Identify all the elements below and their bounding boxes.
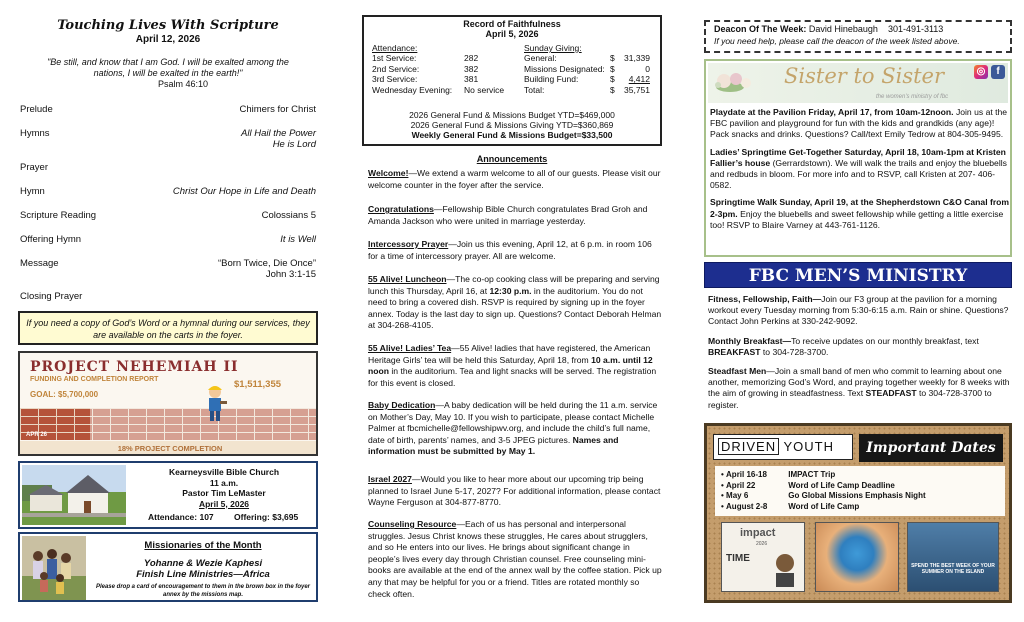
attendance-row: 2nd Service: 382 — [372, 63, 479, 74]
nehemiah-title: PROJECT NEHEMIAH II — [30, 359, 239, 375]
mens-ministry-items — [708, 294, 1012, 419]
s2s-logo: Sister to Sister — [784, 64, 945, 88]
project-nehemiah-panel — [18, 351, 318, 456]
date-item: • April 22 Word of Life Camp Deadline — [721, 480, 895, 490]
announcement-item: Intercessory Prayer—Join us this evening, April 12, at 6 p.m. in room 106 for a time of intercessory prayer. All are welcome. — [368, 239, 652, 261]
attendance-table — [372, 43, 512, 95]
bulletin-title: Touching Lives With Scripture — [57, 18, 279, 33]
s2s-event: Ladies’ Springtime Get-Together Saturday, April 18, 10am-1pm at Kristen Fallier’s house (Gerrardstown). We will walk the trails and enjoy the bluebells and redbuds in bloom. For more info and to RSVP, call Kristen at 207- 406-0582. — [710, 146, 1007, 191]
service-item-label: Hymn — [20, 186, 45, 197]
service-item-label: Closing Prayer — [20, 291, 83, 302]
sister-to-sister-panel — [704, 59, 1012, 257]
record-date: April 5, 2026 — [485, 29, 539, 39]
nehemiah-raised: $1,511,355 — [234, 379, 282, 390]
attendance-row: 3rd Service: 381 — [372, 74, 479, 85]
construction-worker-icon — [202, 383, 228, 423]
kearneysville-panel — [18, 461, 318, 529]
s2s-event: Playdate at the Pavilion Friday, April 17, from 10am-12noon. Join us at the FBC pavilion and playground for fun with the kids and grandkids (any age)! Pack snacks and drinks. Questions? Call/text Emily Tedrow at 804-305-9495. — [710, 107, 1008, 140]
record-title: Record of Faithfulness — [463, 19, 561, 29]
kbc-attendance: Attendance: 107 — [148, 512, 214, 522]
important-dates-list — [715, 466, 1005, 516]
word-of-life-camp-photo: SPEND THE BEST WEEK OF YOUR SUMMER ON THE ISLAND — [907, 522, 999, 592]
kbc-name: Kearneysville Bible Church — [168, 467, 280, 477]
nehemiah-completion: 18% PROJECT COMPLETION — [20, 441, 318, 456]
missionaries-note: Please drop a card of encouragement to them in the brown box in the foyer annex by the missions map. — [95, 584, 311, 598]
attendance-heading: Attendance: — [372, 43, 418, 53]
missionaries-title: Missionaries of the Month — [144, 540, 262, 551]
service-item-label: Prayer — [20, 162, 48, 173]
church-photo — [22, 465, 126, 525]
announcement-item: Congratulations—Fellowship Bible Church congratulates Brad Groh and Amanda Jackson who were united in marriage yesterday. — [368, 204, 648, 226]
s2s-event: Springtime Walk Sunday, April 19, at the Shepherdstown C&O Canal from 2-3pm. Enjoy the bluebells and sweet fellowship while getting a little exercise too! RSVP to Blaire Varney at 443-761-1126. — [710, 197, 1010, 230]
mens-ministry-banner: FBC MEN’S MINISTRY — [704, 262, 1012, 288]
ministries-column — [704, 0, 1012, 622]
nehemiah-date-tag: APR 26 — [26, 432, 48, 438]
giving-row: Building Fund: $ 4,412 — [524, 74, 650, 85]
budget-line: 2026 General Fund & Missions Budget YTD=$469,000 — [409, 110, 615, 120]
announcements-title: Announcements — [476, 154, 548, 164]
kbc-time: 11 a.m. — [209, 477, 239, 488]
announcement-item: 55 Alive! Luncheon—The co-op cooking class will be preparing and serving lunch this Thursday, April 16, at 12:30 p.m. in the auditorium. You do not need to bring a covered dish. RSVP is required by signing up in the foyer annex. Today is the last day to sign up. Questions? Contact Deborah Helman at 304-268-4105. — [368, 274, 662, 331]
service-item-label: Scripture Reading — [20, 210, 97, 221]
missionary-family-photo — [22, 536, 86, 600]
announcement-item: Israel 2027—Would you like to hear more about our upcoming trip being planned to Israel June 5-17, 2027? For additional information, please contact Wayne Ferguson at 304-877-8770. — [368, 474, 661, 508]
date-item: • May 6 Go Global Missions Emphasis Night — [721, 491, 926, 500]
announcement-item: 55 Alive! Ladies’ Tea—55 Alive! ladies that have registered, the American Heritage Girls’ tea will be held this Saturday, April 18, from 10 a.m. until 12 noon in the auditorium. Tea and light snacks will be served. The registration for this event is closed. — [368, 343, 657, 388]
date-item: • August 2-8 Word of Life Camp — [721, 501, 860, 511]
worship-column — [14, 0, 322, 622]
budget-summary — [364, 110, 660, 140]
missionaries-panel — [18, 532, 318, 602]
record-of-faithfulness — [362, 15, 662, 146]
kbc-offering: Offering: $3,695 — [234, 512, 299, 522]
flower-bouquet-icon — [710, 65, 766, 99]
kbc-pastor: Pastor Tim LeMaster — [182, 488, 266, 498]
service-item-value: “Born Twice, Die Once” John 3:1-15 — [217, 258, 316, 280]
speaker-photo-icon — [770, 551, 800, 587]
service-item-label: Prelude — [20, 104, 53, 115]
go-global-globe-photo — [815, 522, 899, 592]
missionaries-names: Yohanne & Wezie Kaphesi Finish Line Ministries—Africa — [136, 558, 270, 580]
service-item-label: Offering Hymn — [20, 234, 82, 245]
service-item-value: Chimers for Christ — [239, 104, 316, 115]
impact-poster: impact 2026 TIME — [721, 522, 805, 592]
kbc-info — [132, 467, 316, 509]
bulletin-date: April 12, 2026 — [135, 34, 201, 45]
service-item-value: All Hail the Power He is Lord — [241, 128, 316, 150]
service-item-value: Christ Our Hope in Life and Death — [172, 186, 316, 197]
s2s-events — [710, 107, 1010, 237]
announcement-item: Baby Dedication—A baby dedication will be held during the 11 a.m. service on Mother’s Day, May 10. If you wish to participate, please contact Michelle Palmer at fbcmichelle@fellowshipwv.org, and include the child’s full name, date of birth, parents’ names, and 3-5 JPEG pictures. Names and information must be submitted by May 1. — [368, 400, 658, 457]
important-dates-heading: Important Dates — [859, 434, 1003, 462]
service-item-value: Colossians 5 — [261, 210, 316, 221]
giving-row: Missions Designated: $ 0 — [524, 63, 650, 74]
announcements-column — [362, 0, 662, 622]
hymnal-note: If you need a copy of God’s Word or a hymnal during our services, they are available on the carts in the foyer. — [18, 311, 318, 345]
budget-line: Weekly General Fund & Missions Budget=$33,500 — [411, 130, 613, 140]
attendance-row: Wednesday Evening: No service — [372, 84, 505, 95]
verse-reference: Psalm 46:10 — [157, 79, 209, 89]
nehemiah-goal: GOAL: $5,700,000 — [30, 390, 99, 399]
giving-heading: Sunday Giving: — [524, 43, 582, 53]
deacon-box — [704, 20, 1012, 53]
giving-row: General: $ 31,339 — [524, 53, 650, 64]
service-item-label: Message — [20, 258, 59, 269]
service-item-value: It is Well — [280, 234, 316, 245]
driven-youth-panel — [704, 423, 1012, 603]
s2s-tagline: the women's ministry of fbc — [876, 94, 949, 100]
facebook-icon[interactable]: f — [991, 65, 1005, 79]
mens-item: Fitness, Fellowship, Faith—Join our F3 group at the pavilion for a morning workout every Tuesday morning from 5:30-6:15 a.m. Rain or shine. Questions? Contact John Perkins at 330-242-9092. — [708, 294, 1009, 327]
budget-line: 2026 General Fund & Missions Giving YTD=$360,869 — [410, 120, 614, 130]
deacon-note: If you need help, please call the deacon of the week listed above. — [714, 36, 960, 46]
kbc-date: April 5, 2026 — [198, 498, 250, 509]
date-item: • April 16-18 IMPACT Trip — [721, 470, 836, 479]
service-item-label: Hymns — [20, 128, 50, 139]
giving-table — [524, 43, 654, 95]
driven-youth-logo: DRIVEN YOUTH — [713, 434, 853, 460]
mens-item: Steadfast Men—Join a small band of men who commit to learning about one another, memorizing God’s Word, and praying together weekly for 8 weeks with the aim of growing in steadfastness. Text STEADFAST to 304-728-3700 to register. — [708, 366, 1010, 410]
giving-row: Total: $ 35,751 — [524, 84, 650, 95]
instagram-icon[interactable]: ◎ — [974, 65, 988, 79]
announcement-item: Welcome!—We extend a warm welcome to all of our guests. Please visit our welcome counter in the foyer after the service. — [368, 168, 661, 190]
announcement-item: Counseling Resource—Each of us has personal and interpersonal struggles. Jesus Christ knows these struggles, He cares about strugglers, and so He enters into our lives. He brings about significant change in people’s lives every day through Christian counsel. Free counseling mini-books are available at the end of the annex wall by the coffee station. Pick up any that may be helpful for you or a friend. Titles are rotated monthly so check often. — [368, 519, 662, 599]
nehemiah-subtitle: FUNDING AND COMPLETION REPORT — [30, 376, 159, 383]
deacon-line: Deacon Of The Week: David Hinebaugh 301-491-3113 — [714, 24, 944, 34]
mens-item: Monthly Breakfast—To receive updates on our monthly breakfast, text BREAKFAST to 304-728-3700. — [708, 335, 979, 357]
attendance-row: 1st Service: 282 — [372, 53, 479, 64]
verse-text: "Be still, and know that I am God. I will be exalted among the nations, I will be exalted in the earth!" — [47, 57, 289, 78]
